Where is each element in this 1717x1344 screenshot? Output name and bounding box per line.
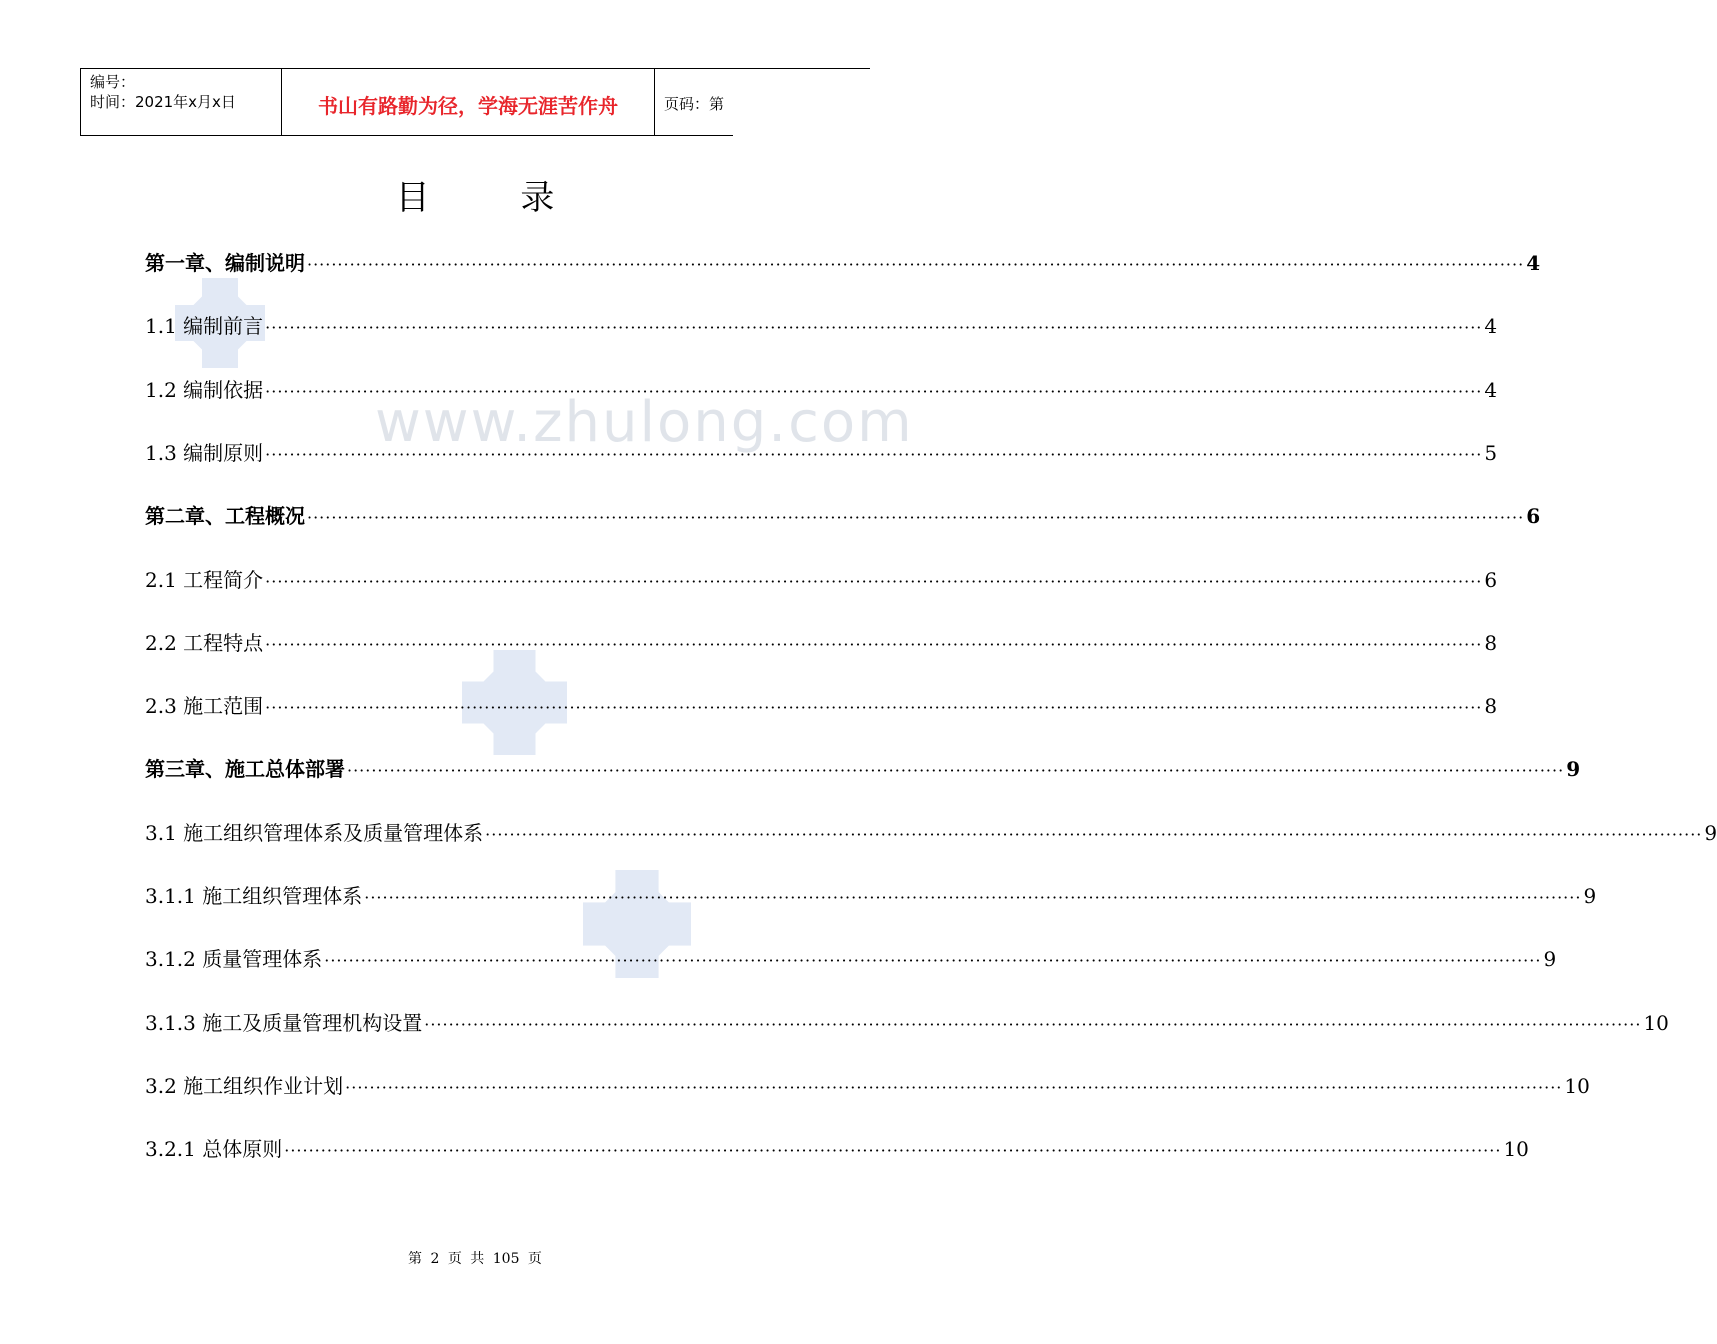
toc-entry-page: 5 [1484, 440, 1498, 465]
toc-entry[interactable] [145, 693, 1498, 719]
toc-entry-label: 3.2 施工组织作业计划 [145, 1073, 344, 1098]
toc-entry-label: 第一章、编制说明 [145, 251, 305, 275]
toc-entry-page: 9 [1566, 757, 1581, 782]
toc-entry-label: 第二章、工程概况 [145, 504, 305, 529]
toc-entry-label: 3.1.1 施工组织管理体系 [145, 884, 363, 908]
toc-entry-label: 第三章、施工总体部署 [145, 757, 345, 782]
toc-entry-label: 3.1.2 质量管理体系 [145, 947, 323, 972]
toc-entry[interactable] [145, 313, 1498, 339]
toc-entry[interactable] [145, 440, 1498, 466]
toc-entry[interactable] [145, 1010, 1669, 1036]
toc-entry-page: 9 [1704, 820, 1717, 845]
date-label: 时间：2021年x月x日 [90, 93, 236, 111]
toc-leader-dots: ········································································································································································································ [347, 761, 1565, 781]
watermark-text: www.zhulong.com [375, 390, 914, 455]
toc-entry-page: 10 [1643, 1010, 1669, 1035]
toc-entry[interactable] [145, 820, 1717, 846]
toc-entry-label: 1.1 编制前言 [145, 314, 264, 339]
toc-leader-dots: ········································································································································································································ [265, 571, 1483, 591]
toc-leader-dots: ········································································································································································································ [265, 381, 1483, 401]
toc-entry-label: 1.3 编制原则 [145, 440, 264, 465]
toc-entry-label: 2.2 工程特点 [145, 630, 264, 655]
toc-entry[interactable] [145, 1073, 1590, 1099]
toc-entry[interactable] [145, 1136, 1529, 1162]
toc-entry-page: 10 [1503, 1137, 1529, 1162]
toc-entry-label: 3.1 施工组织管理体系及质量管理体系 [145, 820, 484, 845]
toc-leader-dots: ········································································································································································································ [265, 318, 1483, 338]
toc-entry-label: 2.1 工程简介 [145, 567, 264, 592]
toc-entry-page: 6 [1526, 504, 1541, 529]
toc-entry[interactable] [145, 250, 1541, 276]
toc-entry-label: 1.2 编制依据 [145, 377, 264, 402]
toc-leader-dots: ········································································································································································································ [485, 824, 1703, 844]
toc-entry[interactable] [145, 377, 1498, 403]
toc-entry-page: 4 [1484, 377, 1498, 402]
page-footer: 第 2 页 共 105 页 [408, 1251, 542, 1267]
toc-entry-page: 6 [1484, 567, 1498, 592]
page-title: 目 录 [395, 178, 595, 218]
toc-entry[interactable] [145, 503, 1541, 529]
toc-entry-label: 3.1.3 施工及质量管理机构设置 [145, 1010, 423, 1035]
toc-leader-dots: ········································································································································································································ [324, 951, 1542, 971]
toc-entry-page: 9 [1583, 884, 1597, 908]
toc-leader-dots: ········································································································································································································ [364, 888, 1582, 907]
toc-leader-dots: ········································································································································································································ [307, 508, 1525, 528]
toc-entry-label: 3.2.1 总体原则 [145, 1137, 283, 1162]
toc-entry-page: 4 [1484, 314, 1498, 339]
toc-entry[interactable] [145, 567, 1498, 593]
toc-entry[interactable] [145, 883, 1597, 909]
toc-entry-page: 9 [1543, 947, 1557, 972]
header-motto: 书山有路勤为径，学海无涯苦作舟 [318, 94, 618, 118]
toc-entry[interactable] [145, 946, 1557, 972]
serial-label: 编号： [90, 73, 136, 91]
toc-entry[interactable] [145, 630, 1498, 656]
toc-leader-dots: ········································································································································································································ [307, 255, 1525, 274]
toc-leader-dots: ········································································································································································································ [284, 1141, 1502, 1161]
toc-entry-page: 10 [1564, 1073, 1590, 1098]
toc-leader-dots: ········································································································································································································ [345, 1077, 1563, 1097]
toc-entry-label: 2.3 施工范围 [145, 694, 264, 719]
toc-leader-dots: ········································································································································································································ [424, 1014, 1642, 1034]
toc-leader-dots: ········································································································································································································ [265, 444, 1483, 464]
toc-leader-dots: ········································································································································································································ [265, 634, 1483, 654]
toc-entry-page: 8 [1484, 630, 1498, 655]
toc-entry[interactable] [145, 756, 1581, 782]
header-page-label: 页码：第 [664, 95, 725, 113]
toc-entry-page: 8 [1484, 694, 1498, 719]
toc-leader-dots: ········································································································································································································ [265, 698, 1483, 718]
toc-entry-page: 4 [1526, 251, 1541, 275]
